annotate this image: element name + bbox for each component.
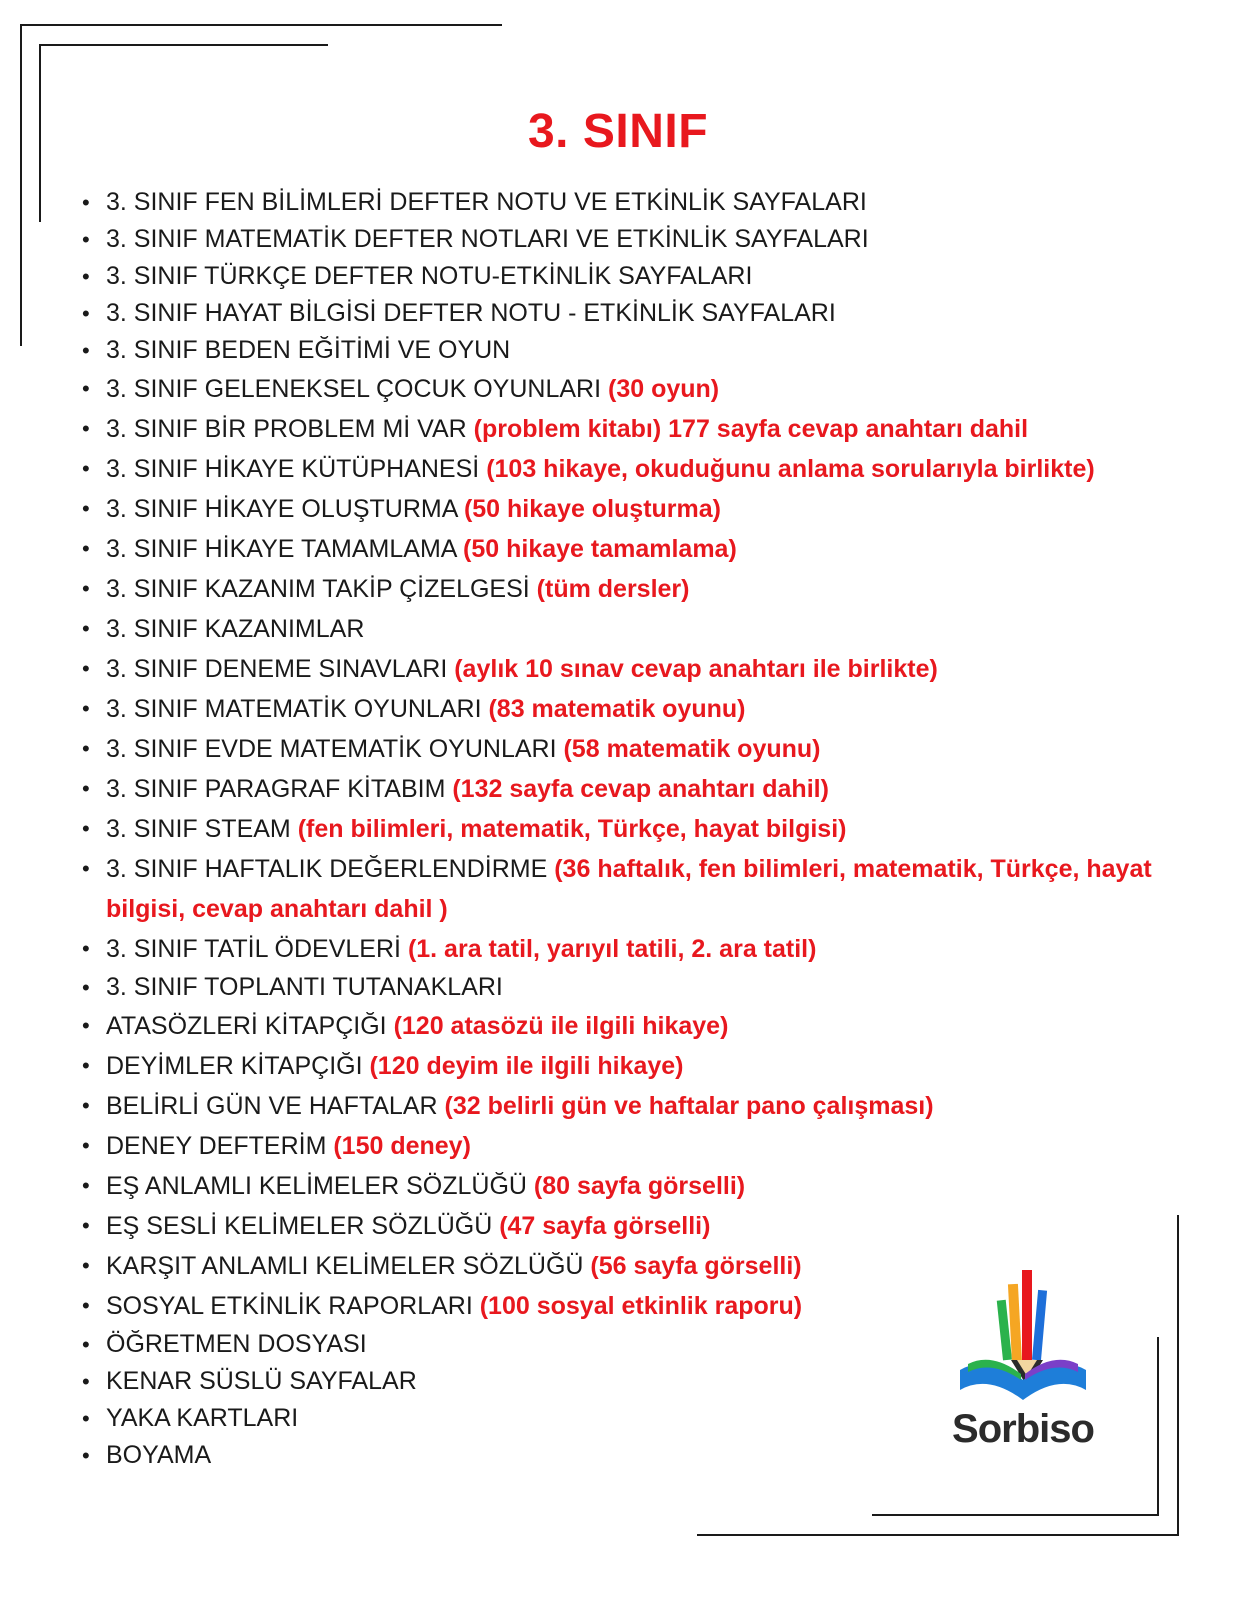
item-label: 3. SINIF BİR PROBLEM Mİ VAR <box>106 415 474 443</box>
bullet-icon: • <box>82 576 90 601</box>
list-item <box>82 1206 1196 1246</box>
item-label: 3. SINIF TOPLANTI TUTANAKLARI <box>106 973 503 1001</box>
pencil-book-icon <box>948 1262 1098 1407</box>
item-label: 3. SINIF TATİL ÖDEVLERİ <box>106 935 408 963</box>
bullet-icon: • <box>82 856 90 881</box>
list-item <box>82 258 1196 295</box>
item-label: ATASÖZLERİ KİTAPÇIĞI <box>106 1012 394 1040</box>
bullet-icon: • <box>82 696 90 721</box>
item-label: 3. SINIF FEN BİLİMLERİ DEFTER NOTU VE ETKİNLİK SAYFALARI <box>106 188 867 216</box>
item-label: 3. SINIF MATEMATİK OYUNLARI <box>106 695 489 723</box>
item-note: (120 atasözü ile ilgili hikaye) <box>393 1012 729 1040</box>
list-item <box>82 332 1196 369</box>
bullet-icon: • <box>82 1173 90 1198</box>
item-label: BOYAMA <box>106 1441 212 1469</box>
item-label: 3. SINIF DENEME SINAVLARI <box>106 655 455 683</box>
item-label: 3. SINIF HAYAT BİLGİSİ DEFTER NOTU - ETKİNLİK SAYFALARI <box>106 299 836 327</box>
list-item <box>82 769 1196 809</box>
bullet-icon: • <box>82 264 90 289</box>
list-item <box>82 969 1196 1006</box>
list-item <box>82 609 1196 649</box>
list-item <box>82 369 1196 409</box>
item-label: DEYİMLER KİTAPÇIĞI <box>106 1052 370 1080</box>
list-item <box>82 929 1196 969</box>
item-note: (83 matematik oyunu) <box>488 695 746 723</box>
bullet-icon: • <box>82 1093 90 1118</box>
item-note: (50 hikaye oluşturma) <box>463 495 721 523</box>
item-label: 3. SINIF TÜRKÇE DEFTER NOTU-ETKİNLİK SAYFALARI <box>106 262 753 290</box>
bullet-icon: • <box>82 416 90 441</box>
item-label: 3. SINIF EVDE MATEMATİK OYUNLARI <box>106 735 564 763</box>
item-note: (36 haftalık, fen bilimleri, matematik, Türkçe, hayat bilgisi, cevap anahtarı dahil ) <box>106 855 1152 923</box>
bullet-icon: • <box>82 227 90 252</box>
item-note: (1. ara tatil, yarıyıl tatili, 2. ara tatil) <box>407 935 817 963</box>
item-label: 3. SINIF KAZANIM TAKİP ÇİZELGESİ <box>106 575 537 603</box>
item-note: (58 matematik oyunu) <box>563 735 821 763</box>
list-item <box>82 849 1196 929</box>
item-label: BELİRLİ GÜN VE HAFTALAR <box>106 1092 445 1120</box>
bullet-icon: • <box>82 1053 90 1078</box>
list-item <box>82 1086 1196 1126</box>
item-label: EŞ SESLİ KELİMELER SÖZLÜĞÜ <box>106 1212 500 1240</box>
item-label: 3. SINIF HİKAYE TAMAMLAMA <box>106 535 464 563</box>
item-label: EŞ ANLAMLI KELİMELER SÖZLÜĞÜ <box>106 1172 534 1200</box>
list-item <box>82 184 1196 221</box>
item-note: (150 deney) <box>333 1132 471 1160</box>
item-label: 3. SINIF KAZANIMLAR <box>106 615 365 643</box>
item-note: (50 hikaye tamamlama) <box>463 535 737 563</box>
bullet-icon: • <box>82 1293 90 1318</box>
list-item <box>82 1006 1196 1046</box>
bullet-icon: • <box>82 1133 90 1158</box>
list-item <box>82 409 1196 449</box>
item-label: YAKA KARTLARI <box>106 1404 299 1432</box>
item-label: KENAR SÜSLÜ SAYFALAR <box>106 1367 417 1395</box>
bullet-icon: • <box>82 496 90 521</box>
item-label: 3. SINIF GELENEKSEL ÇOCUK OYUNLARI <box>106 375 608 403</box>
item-label: 3. SINIF BEDEN EĞİTİMİ VE OYUN <box>106 336 511 364</box>
item-note: (132 sayfa cevap anahtarı dahil) <box>452 775 829 803</box>
item-label: ÖĞRETMEN DOSYASI <box>106 1330 367 1358</box>
bullet-icon: • <box>82 1369 90 1394</box>
bullet-icon: • <box>82 616 90 641</box>
frame-top-outer-line <box>20 24 502 26</box>
bullet-icon: • <box>82 536 90 561</box>
bullet-icon: • <box>82 1013 90 1038</box>
list-item <box>82 529 1196 569</box>
item-label: 3. SINIF MATEMATİK DEFTER NOTLARI VE ETKİNLİK SAYFALARI <box>106 225 869 253</box>
item-note: (problem kitabı) 177 sayfa cevap anahtarı dahil <box>473 415 1029 443</box>
logo-text: Sorbiso <box>952 1407 1094 1451</box>
bullet-icon: • <box>82 936 90 961</box>
bullet-icon: • <box>82 1253 90 1278</box>
item-label: 3. SINIF HİKAYE KÜTÜPHANESİ <box>106 455 487 483</box>
list-item <box>82 729 1196 769</box>
bullet-icon: • <box>82 456 90 481</box>
list-item <box>82 569 1196 609</box>
item-note: (120 deyim ile ilgili hikaye) <box>369 1052 684 1080</box>
item-note: (aylık 10 sınav cevap anahtarı ile birlikte) <box>454 655 938 683</box>
bullet-icon: • <box>82 975 90 1000</box>
bullet-icon: • <box>82 1443 90 1468</box>
bullet-icon: • <box>82 776 90 801</box>
page-title: 3. SINIF <box>527 105 709 158</box>
item-label: 3. SINIF HAFTALIK DEĞERLENDİRME <box>106 855 555 883</box>
item-label: 3. SINIF STEAM <box>106 815 298 843</box>
bullet-icon: • <box>82 736 90 761</box>
item-note: (56 sayfa görselli) <box>590 1252 802 1280</box>
bullet-icon: • <box>82 301 90 326</box>
item-label: SOSYAL ETKİNLİK RAPORLARI <box>106 1292 480 1320</box>
bullet-icon: • <box>82 1406 90 1431</box>
bullet-icon: • <box>82 376 90 401</box>
sorbiso-logo <box>948 1262 1098 1462</box>
item-label: DENEY DEFTERİM <box>106 1132 334 1160</box>
list-item <box>82 489 1196 529</box>
list-item <box>82 649 1196 689</box>
bullet-icon: • <box>82 190 90 215</box>
list-item <box>82 295 1196 332</box>
list-item <box>82 1126 1196 1166</box>
item-note: (100 sosyal etkinlik raporu) <box>479 1292 803 1320</box>
item-note: (30 oyun) <box>608 375 720 403</box>
item-note: (47 sayfa görselli) <box>499 1212 711 1240</box>
item-label: 3. SINIF HİKAYE OLUŞTURMA <box>106 495 464 523</box>
item-note: (tüm dersler) <box>536 575 690 603</box>
bullet-icon: • <box>82 338 90 363</box>
frame-bottom-inner-line <box>872 1514 1159 1516</box>
frame-top-inner-line <box>39 44 328 46</box>
list-item <box>82 1166 1196 1206</box>
list-item <box>82 1046 1196 1086</box>
item-label: 3. SINIF PARAGRAF KİTABIM <box>106 775 453 803</box>
item-note: (32 belirli gün ve haftalar pano çalışması) <box>444 1092 934 1120</box>
frame-bottom-outer-line <box>697 1534 1179 1536</box>
item-note: (80 sayfa görselli) <box>533 1172 746 1200</box>
bullet-icon: • <box>82 1332 90 1357</box>
list-item <box>82 221 1196 258</box>
item-label: KARŞIT ANLAMLI KELİMELER SÖZLÜĞÜ <box>106 1252 591 1280</box>
list-item <box>82 449 1196 489</box>
frame-left-outer-line <box>20 24 22 346</box>
bullet-icon: • <box>82 816 90 841</box>
item-note: (103 hikaye, okuduğunu anlama sorularıyla birlikte) <box>486 455 1095 483</box>
item-note: (fen bilimleri, matematik, Türkçe, hayat bilgisi) <box>297 815 847 843</box>
bullet-icon: • <box>82 1213 90 1238</box>
list-item <box>82 689 1196 729</box>
bullet-icon: • <box>82 656 90 681</box>
list-item <box>82 809 1196 849</box>
